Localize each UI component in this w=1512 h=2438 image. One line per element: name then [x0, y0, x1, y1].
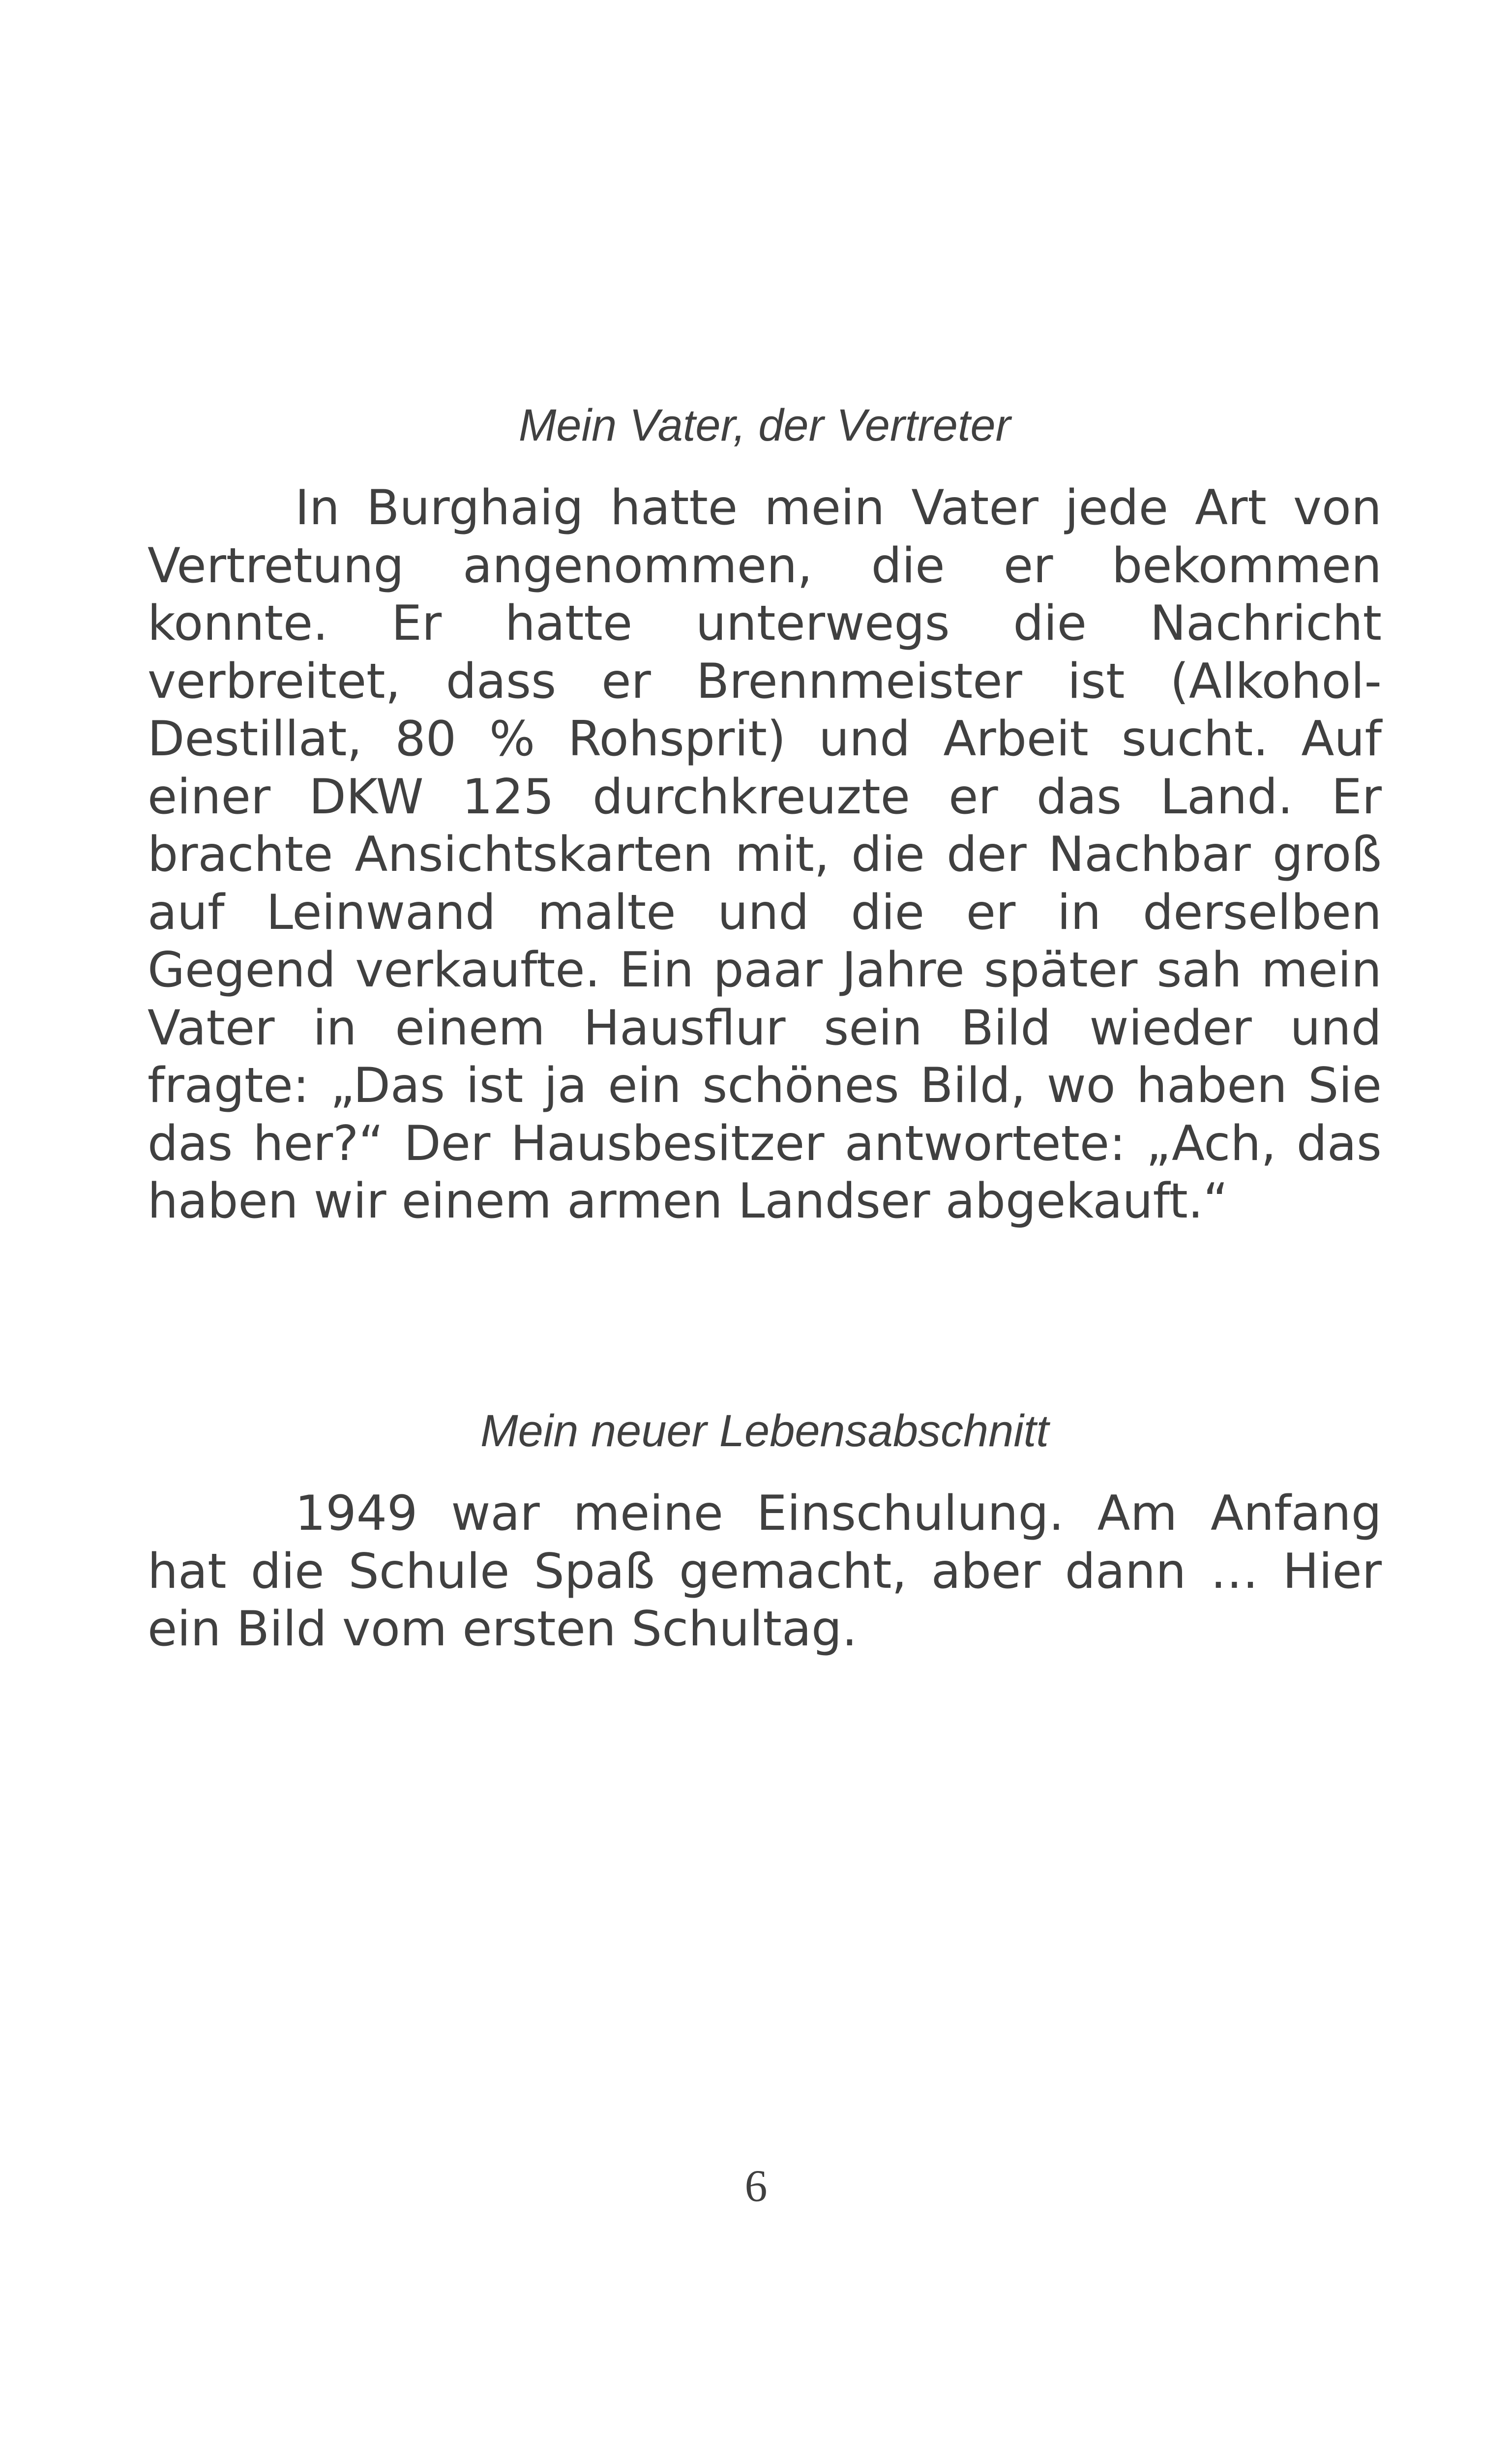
section-heading-vertreter: Mein Vater, der Vertreter: [518, 400, 1011, 450]
paragraph-lebensabschnitt: 1949 war meine Einschulung. Am Anfang hat die Schule Spaß gemacht, aber dann … Hier ein Bild vom ersten Schultag.: [148, 1486, 1382, 1657]
section-heading-lebensabschnitt: Mein neuer Lebensabschnitt: [480, 1406, 1049, 1456]
page-number: 6: [744, 2161, 768, 2211]
paragraph-vertreter: In Burghaig hatte mein Vater jede Art von Vertretung angenommen, die er bekommen konnte. Er hatte unterwegs die Nachricht verbreitet, dass er Brennmeister ist (Alkohol-Destillat, 80 % Rohsprit) und Arbeit sucht. Auf einer DKW 125 durchkreuzte er das Land. Er brachte Ansichtskarten mit, die der Nachbar groß auf Leinwand malte und die er in derselben Gegend verkaufte. Ein paar Jahre später sah mein Vater in einem Hausflur sein Bild wieder und fragte: „Das ist ja ein schönes Bild, wo haben Sie das her?“ Der Hausbesitzer antwortete: „Ach, das haben wir einem armen Landser abgekauft.“: [148, 480, 1382, 1229]
